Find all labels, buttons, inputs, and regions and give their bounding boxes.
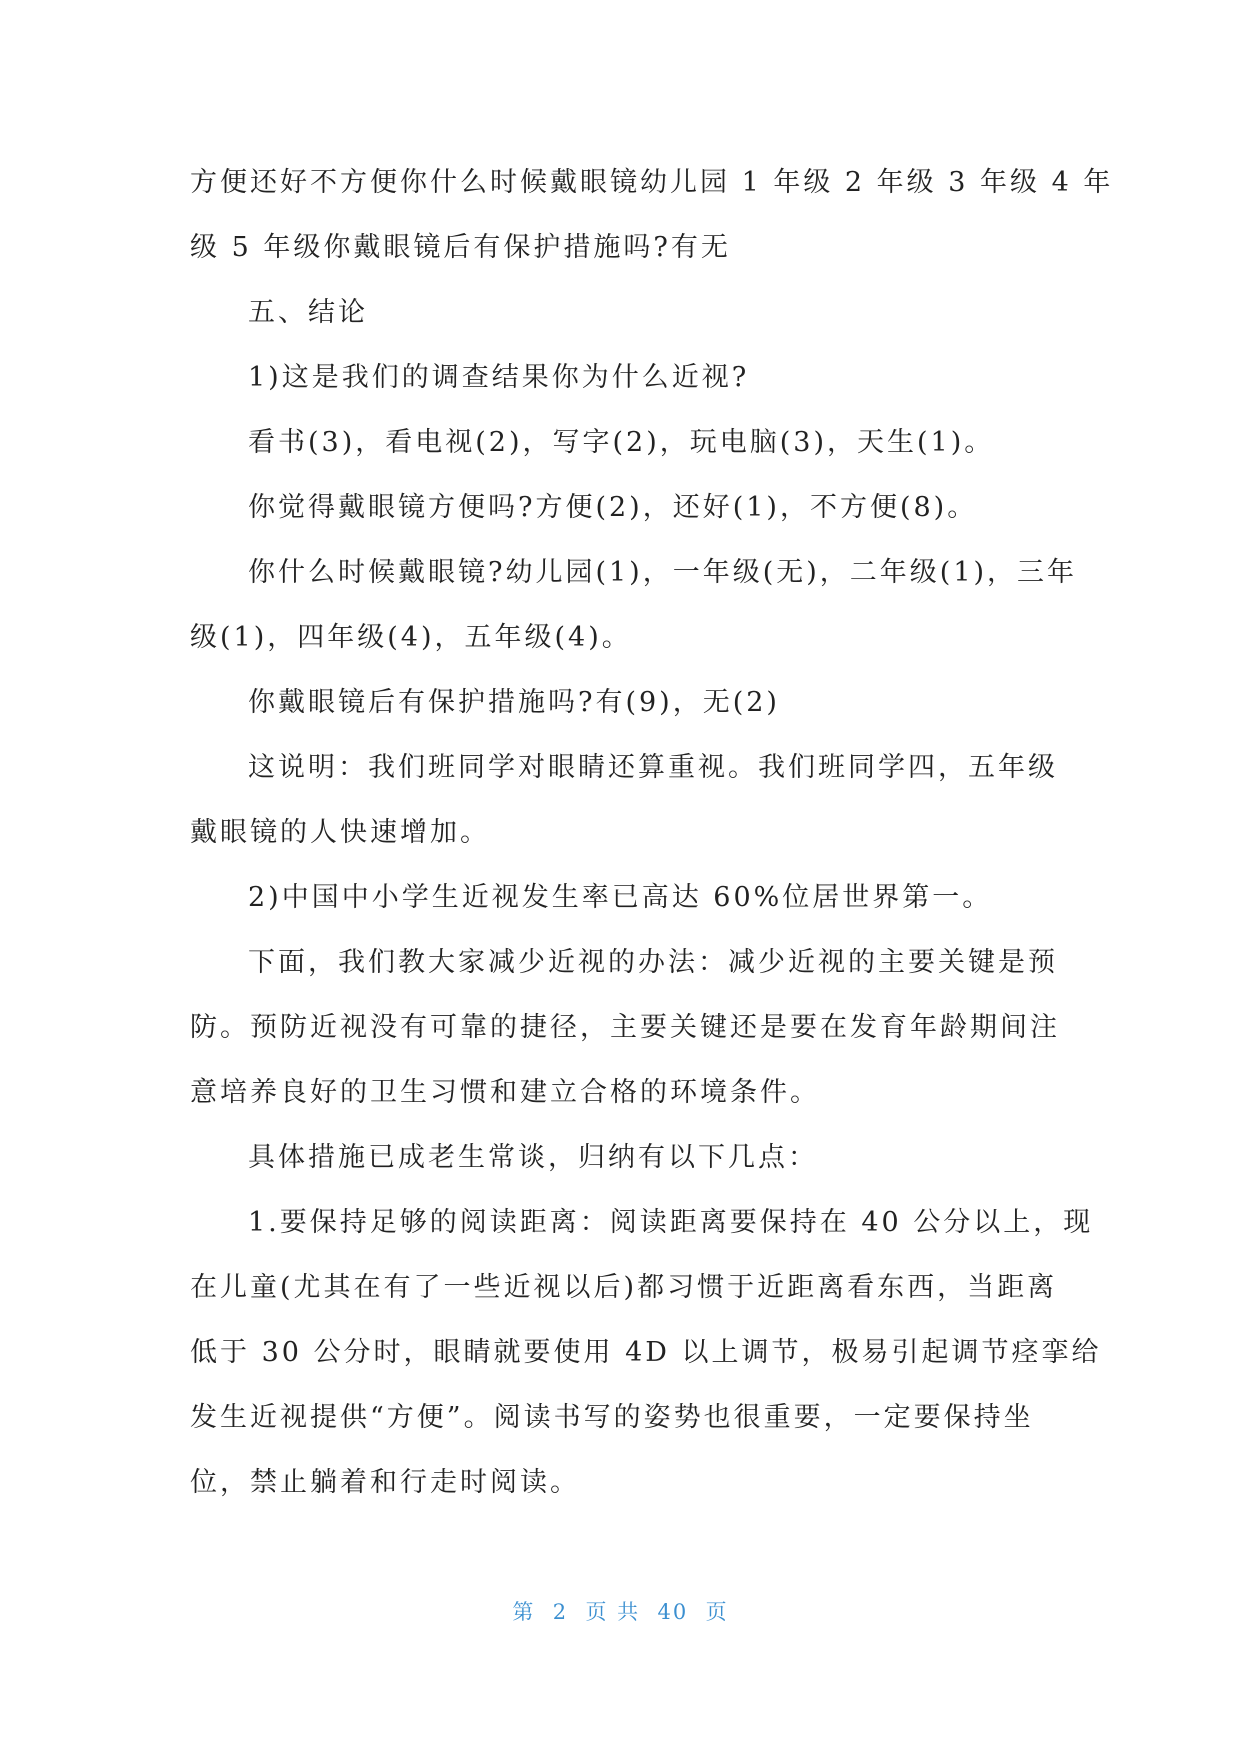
text-line: 1)这是我们的调查结果你为什么近视? bbox=[248, 362, 750, 393]
section-heading: 五、结论 bbox=[248, 297, 368, 328]
text-line: 在儿童(尤其在有了一些近视以后)都习惯于近距离看东西，当距离 bbox=[190, 1272, 1058, 1303]
text-line: 具体措施已成老生常谈，归纳有以下几点： bbox=[248, 1142, 818, 1173]
text-line: 方便还好不方便你什么时候戴眼镜幼儿园 1 年级 2 年级 3 年级 4 年 bbox=[190, 167, 1114, 198]
text-line: 下面，我们教大家减少近视的办法：减少近视的主要关键是预 bbox=[248, 947, 1058, 978]
text-line: 这说明：我们班同学对眼睛还算重视。我们班同学四，五年级 bbox=[248, 752, 1058, 783]
text-line: 意培养良好的卫生习惯和建立合格的环境条件。 bbox=[190, 1077, 820, 1108]
text-line: 戴眼镜的人快速增加。 bbox=[190, 817, 490, 848]
text-line: 发生近视提供“方便”。阅读书写的姿势也很重要，一定要保持坐 bbox=[190, 1402, 1034, 1433]
document-body bbox=[190, 150, 1114, 1515]
page-number-footer: 第 2 页 共 40 页 bbox=[512, 1600, 729, 1624]
text-line: 你觉得戴眼镜方便吗?方便(2)，还好(1)，不方便(8)。 bbox=[248, 492, 978, 523]
text-line: 低于 30 公分时，眼睛就要使用 4D 以上调节，极易引起调节痉挛给 bbox=[190, 1337, 1102, 1368]
text-line: 防。预防近视没有可靠的捷径，主要关键还是要在发育年龄期间注 bbox=[190, 1012, 1060, 1043]
text-line: 2)中国中小学生近视发生率已高达 60%位居世界第一。 bbox=[248, 882, 993, 913]
text-line: 看书(3)，看电视(2)，写字(2)，玩电脑(3)，天生(1)。 bbox=[248, 427, 995, 458]
text-line: 你什么时候戴眼镜?幼儿园(1)，一年级(无)，二年级(1)，三年 bbox=[248, 557, 1078, 588]
text-line: 1.要保持足够的阅读距离：阅读距离要保持在 40 公分以上，现 bbox=[248, 1207, 1094, 1238]
text-line: 位，禁止躺着和行走时阅读。 bbox=[190, 1467, 580, 1498]
text-line: 你戴眼镜后有保护措施吗?有(9)，无(2) bbox=[248, 687, 780, 718]
text-line: 级(1)，四年级(4)，五年级(4)。 bbox=[190, 622, 632, 653]
text-line: 级 5 年级你戴眼镜后有保护措施吗?有无 bbox=[190, 232, 731, 263]
